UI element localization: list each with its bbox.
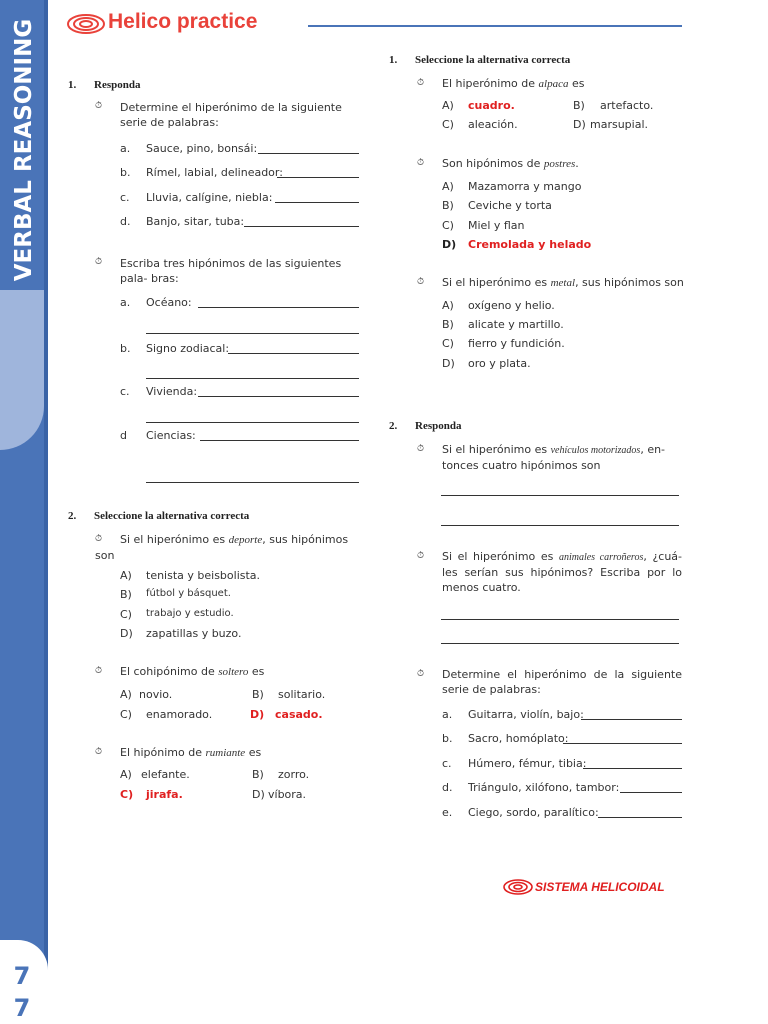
option-letter: A) [442,299,454,312]
section-title: Responda [94,79,141,91]
clock-bullet-icon: ⏱ [95,534,103,544]
option-text: oro y plata. [468,357,531,370]
question-pre: El hipónimo de [120,746,206,759]
answer-blank [441,495,679,496]
question-text [95,532,360,563]
answer-blank [198,396,359,397]
option-text: enamorado. [146,708,213,721]
option-letter: D) [573,118,586,131]
sidebar [0,0,48,1024]
correct-option-text: casado. [275,708,323,721]
question-term: soltero [218,666,249,678]
question-text: Determine el hiperónimo de la siguiente serie de palabras: [120,101,342,129]
page-number-bottom: 7 [13,994,31,1022]
section-title: Responda [415,420,462,432]
option-letter: D) [442,238,457,251]
answer-blank [441,619,679,620]
answer-blank [598,817,682,818]
item-letter: d [120,429,127,442]
item-letter: a. [120,296,131,309]
item-letter: b. [120,342,131,355]
question-text [442,76,584,92]
question-term: alpaca [538,78,569,90]
answer-blank [244,226,359,227]
answer-blank [620,792,682,793]
answer-blank [258,153,359,154]
section-number: 2. [68,510,77,522]
left-section-1-heading [68,79,140,91]
item-letter: c. [442,757,452,770]
option-text: oxígeno y helio. [468,299,555,312]
option-letter: A) [120,768,132,781]
option-text: aleación. [468,118,518,131]
page-title: Helico practice [108,10,258,33]
option-text: Ceviche y torta [468,199,552,212]
option-text: víbora. [268,788,307,801]
item-text: Triángulo, xilófono, tambor: [468,781,620,794]
option-letter: D) [120,627,133,640]
answer-blank [563,743,682,744]
question-pre: Si el hiperónimo es [442,443,551,456]
option-letter: C) [442,219,454,232]
item-letter: c. [120,385,130,398]
right-section-1-heading [389,54,570,66]
option-letter: A) [120,688,132,701]
question-text [442,275,684,291]
answer-blank [583,768,682,769]
question-post: , ¿cuá- les serían sus hipónimos? Escriba por lo menos cuatro. [442,550,683,594]
option-letter: C) [442,337,454,350]
option-text: fútbol y básquet. [146,588,231,599]
answer-blank [441,525,679,526]
clock-bullet-icon: ⏱ [95,101,103,111]
question-text: Escriba tres hipónimos de las siguientes pala- bras: [120,257,342,285]
question-term: rumiante [205,747,246,759]
question-pre: Si el hiperónimo es [442,276,551,289]
option-text: artefacto. [600,99,654,112]
sidebar-title: VERBAL REASONING [11,18,37,282]
item-letter: d. [120,215,131,228]
question-term: animales carroñeros [558,552,644,563]
item-letter: d. [442,781,453,794]
item-text: Húmero, fémur, tibia: [468,757,587,770]
option-text: zorro. [278,768,310,781]
item-letter: a. [442,708,453,721]
question-post: , en- tonces cuatro hipónimos son [442,443,666,472]
question-text [120,745,261,761]
answer-blank [146,482,359,483]
option-text: zapatillas y buzo. [146,627,242,640]
option-letter: B) [252,768,264,781]
answer-blank [198,307,359,308]
answer-blank [277,177,359,178]
item-text: Rímel, labial, delineador: [146,166,283,179]
correct-option-text: cuadro. [468,99,515,112]
question-pre: El hiperónimo de [442,77,539,90]
question-text [442,549,682,595]
clock-bullet-icon: ⏱ [95,747,103,757]
brand-name: SISTEMA HELICOIDAL [535,880,665,894]
option-text: fierro y fundición. [468,337,565,350]
correct-option-letter: C) [120,788,134,801]
option-text: novio. [139,688,173,701]
clock-bullet-icon: ⏱ [417,158,425,168]
question-pre: Si el hiperónimo es [120,533,229,546]
page-number-top: 7 [13,962,31,990]
question-term: postres [543,158,576,170]
answer-blank [146,422,359,423]
item-letter: b. [120,166,131,179]
clock-bullet-icon: ⏱ [417,551,425,561]
correct-option-text: jirafa. [146,788,183,801]
option-letter: A) [442,99,454,112]
question-text [120,664,264,680]
item-letter: a. [120,142,131,155]
answer-blank [441,643,679,644]
option-text: marsupial. [590,118,649,131]
answer-blank [146,378,359,379]
question-post: es [245,746,262,759]
header-rule [308,25,682,27]
question-pre: Si el hiperónimo es [442,550,559,563]
correct-option-text: Cremolada y helado [468,238,592,251]
answer-blank [200,440,359,441]
item-text: Ciencias: [146,429,196,442]
clock-bullet-icon: ⏱ [417,669,425,679]
question-post: es [248,665,265,678]
item-letter: e. [442,806,453,819]
sidebar-light-shape [0,290,44,450]
answer-blank [228,353,359,354]
item-text: Banjo, sitar, tuba: [146,215,245,228]
option-letter: B) [442,199,454,212]
question-term: metal [550,277,576,289]
item-letter: b. [442,732,453,745]
item-text: Signo zodiacal: [146,342,230,355]
question-term: vehículos motorizados [550,445,641,456]
clock-bullet-icon: ⏱ [417,78,425,88]
option-letter: D) [252,788,265,801]
option-letter: C) [120,708,132,721]
option-letter: A) [442,180,454,193]
item-text: Ciego, sordo, paralítico: [468,806,599,819]
option-text: Mazamorra y mango [468,180,582,193]
section-number: 2. [389,420,398,432]
item-text: Guitarra, violín, bajo: [468,708,584,721]
question-post: , sus hipónimos son [575,276,684,289]
option-letter: C) [442,118,454,131]
sistema-helicoidal-logo-icon [502,878,534,896]
section-number: 1. [68,79,77,91]
question-post: es [568,77,585,90]
option-letter: B) [442,318,454,331]
clock-bullet-icon: ⏱ [95,257,103,267]
section-title: Seleccione la alternativa correcta [415,54,571,66]
item-text: Vivienda: [146,385,198,398]
question-text [442,442,682,473]
option-text: tenista y beisbolista. [146,569,261,582]
item-text: Lluvia, calígine, niebla: [146,191,273,204]
section-number: 1. [389,54,398,66]
question-pre: El cohipónimo de [120,665,219,678]
item-letter: c. [120,191,130,204]
question-post: , sus hipónimos son [95,533,349,562]
option-text: Miel y flan [468,219,525,232]
sidebar-stripe [44,0,48,1024]
option-letter: A) [120,569,132,582]
option-text: elefante. [141,768,190,781]
answer-blank [581,719,682,720]
section-title: Seleccione la alternativa correcta [94,510,250,522]
answer-blank [146,333,359,334]
option-letter: D) [442,357,455,370]
answer-blank [275,202,359,203]
option-text: solitario. [278,688,326,701]
item-text: Sauce, pino, bonsái: [146,142,258,155]
helico-logo-icon [66,12,106,36]
option-letter: B) [573,99,585,112]
question-text: Determine el hiperónimo de la siguiente serie de palabras: [442,668,682,696]
question-term: deporte [228,534,263,546]
option-text: alicate y martillo. [468,318,564,331]
option-letter: C) [120,608,132,621]
clock-bullet-icon: ⏱ [417,277,425,287]
clock-bullet-icon: ⏱ [95,666,103,676]
question-pre: Son hipónimos de [442,157,544,170]
item-text: Océano: [146,296,192,309]
option-letter: B) [252,688,264,701]
question-text [442,156,579,172]
option-text: trabajo y estudio. [146,608,234,619]
clock-bullet-icon: ⏱ [417,444,425,454]
left-section-2-heading [68,510,249,522]
option-letter: B) [120,588,132,601]
question-post: . [575,157,579,170]
item-text: Sacro, homóplato: [468,732,569,745]
correct-option-letter: D) [250,708,265,721]
right-section-2-heading [389,420,461,432]
